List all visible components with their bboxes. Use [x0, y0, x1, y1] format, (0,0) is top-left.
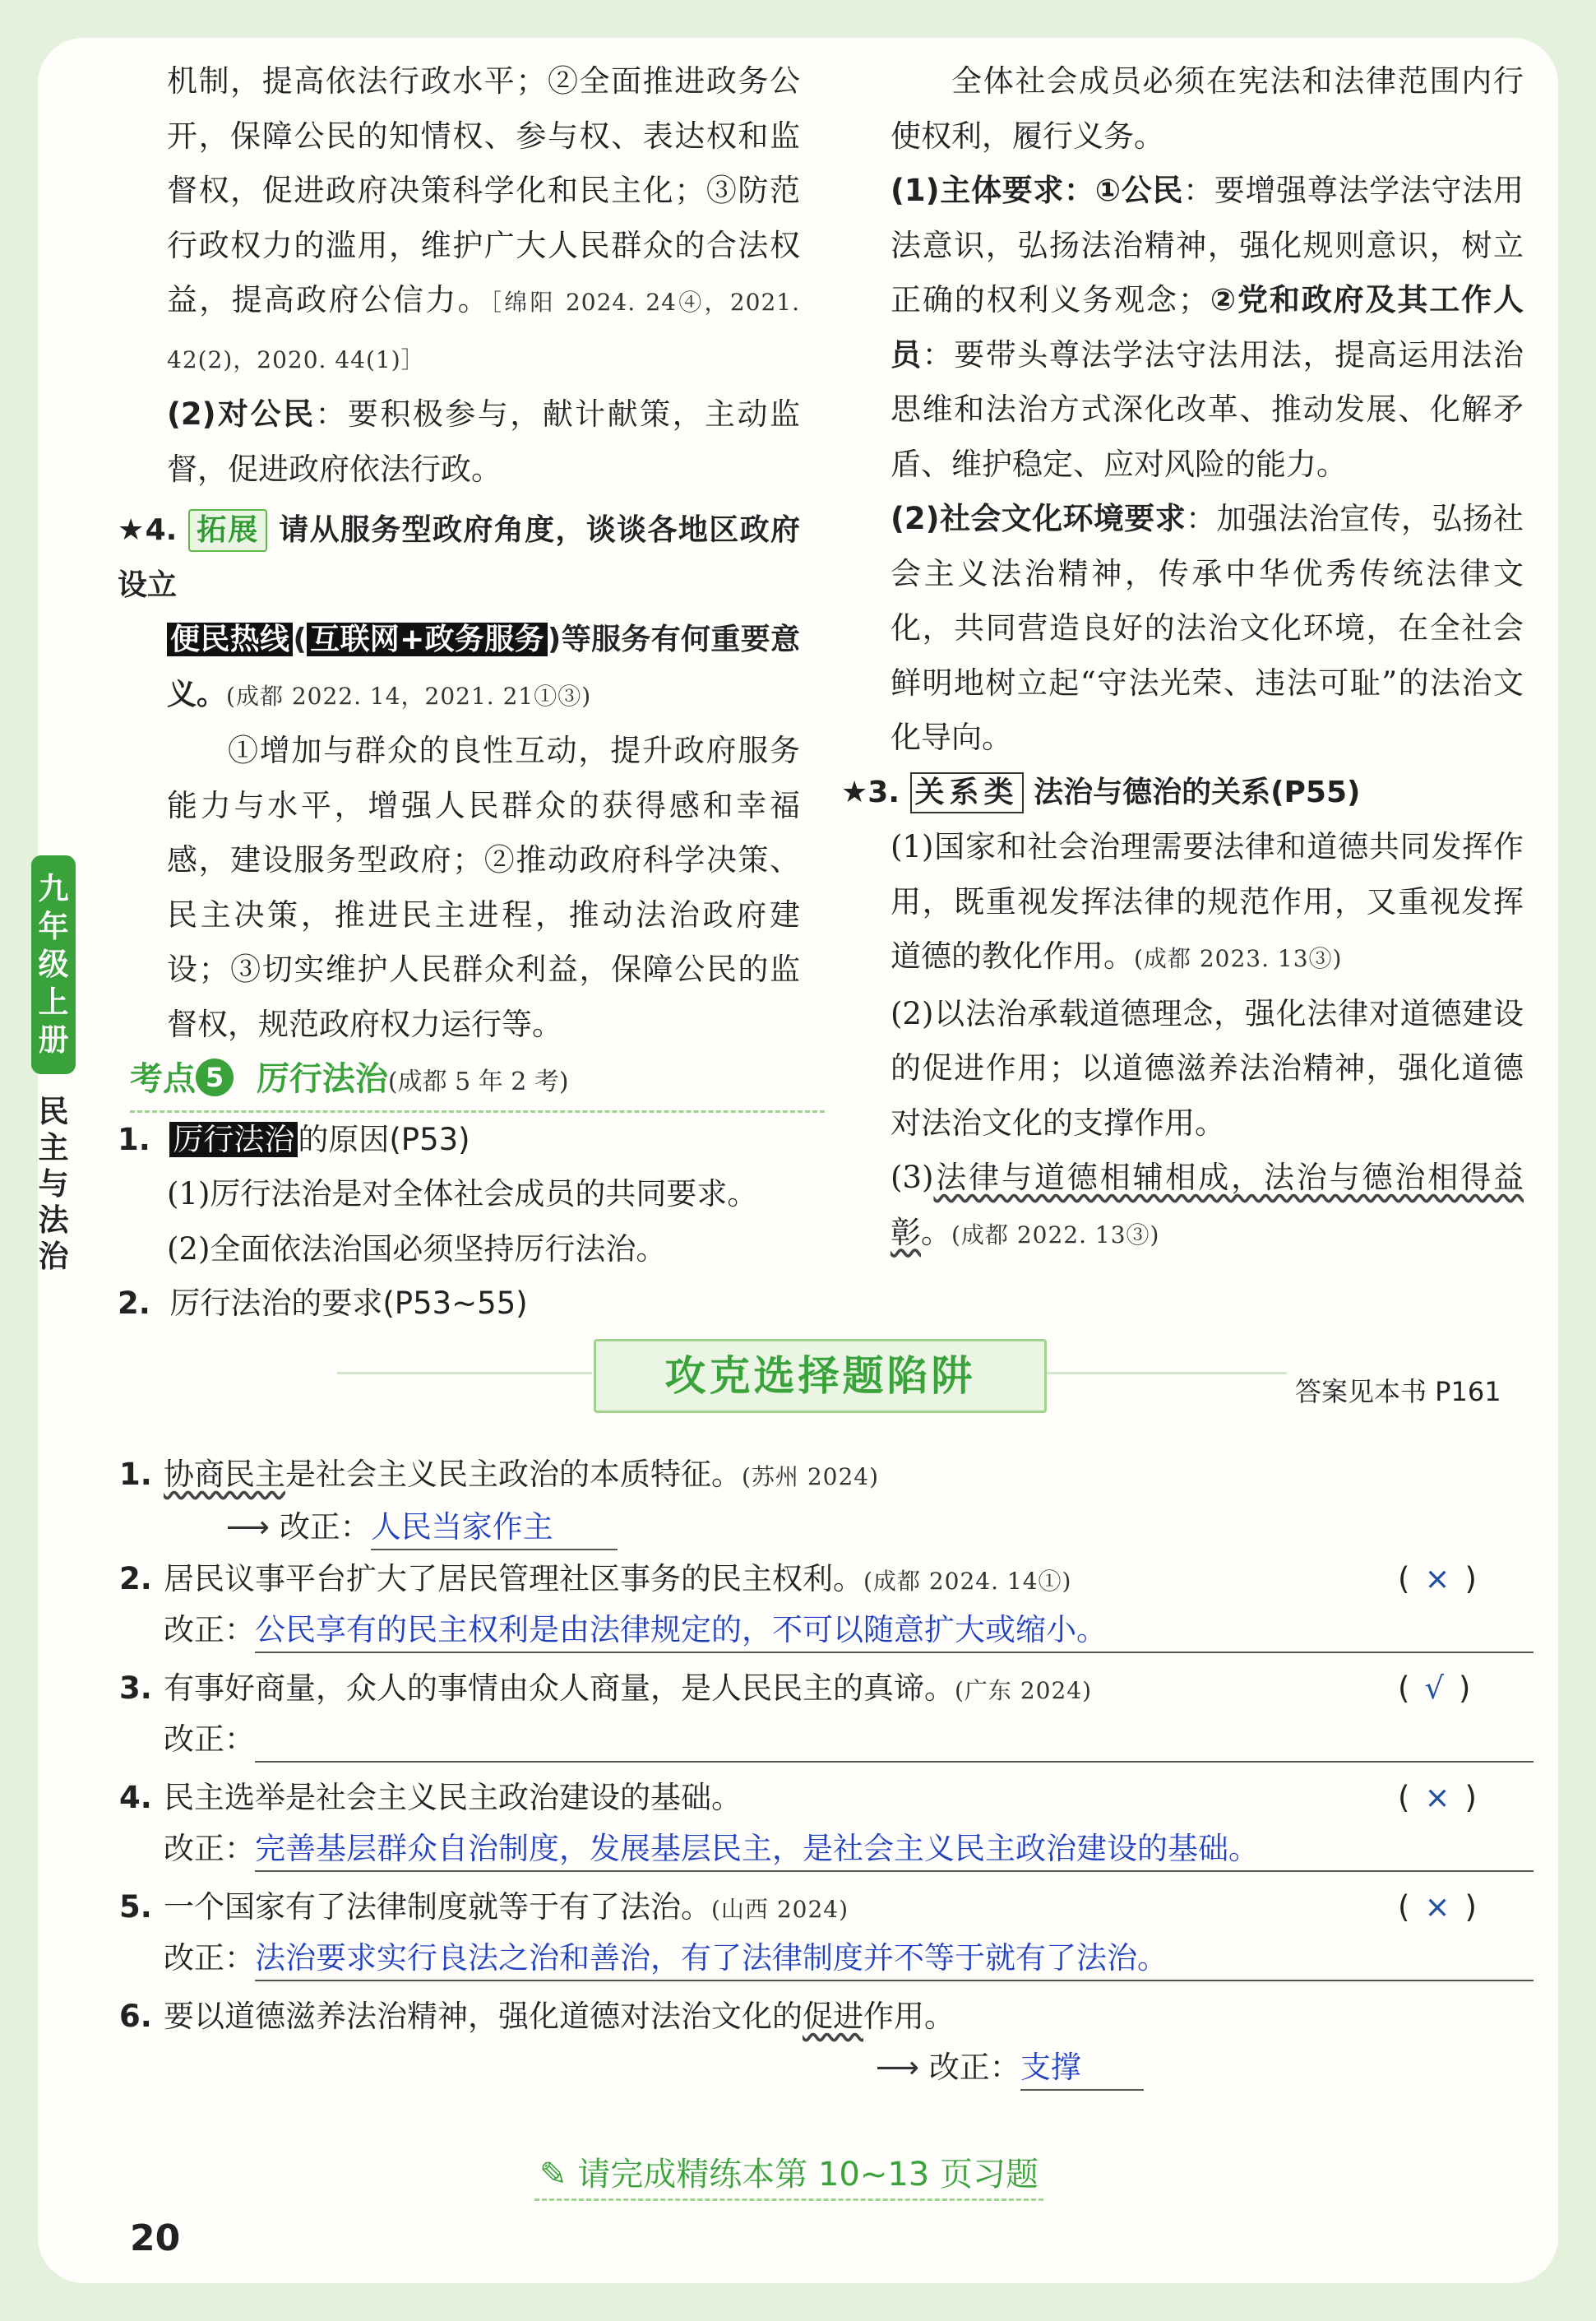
correction-field[interactable]: [255, 1761, 1534, 1763]
side-subject-label: 民 主 与 法 治: [38, 1094, 69, 1274]
question-4-heading: ★4. 拓展 请从服务型政府角度，谈谈各地区政府设立: [118, 503, 800, 613]
correction-field[interactable]: 完善基层群众自治制度，发展基层民主，是社会主义民主政治建设的基础。: [255, 1828, 1534, 1872]
correction-field[interactable]: 支撑: [1020, 2046, 1144, 2091]
tag-extend: 拓展: [188, 509, 267, 552]
judgement-mark: ( × ): [1398, 1889, 1477, 1925]
tag-relation: 关系类: [910, 772, 1024, 813]
question-4-answer: ①增加与群众的良性互动，提升政府服务能力与水平，增强人民群众的获得感和幸福感，建设服务型政府；②推动政府科学决策、民主决策，推进民主进程，推动法治政府建设；③切实维护人民群众利益，保障公民的监督权，规范政府权力运行等。: [167, 733, 800, 1042]
page-number: 20: [130, 2217, 181, 2259]
question-3-c: (3)法律与道德相辅相成，法治与德治相得益彰。(成都 2022. 13③): [891, 1160, 1524, 1250]
judgement-mark: ( × ): [1398, 1561, 1477, 1596]
highlight-rule-of-law: 厉行法治: [169, 1122, 298, 1157]
right-para-1: 全体社会成员必须在宪法和法律范围内行使权利，履行义务。: [891, 63, 1524, 154]
side-tab: [20, 855, 86, 1275]
correction-field[interactable]: 法治要求实行良法之治和善治，有了法律制度并不等于就有了法治。: [255, 1937, 1534, 1981]
correction-field[interactable]: 人民当家作主: [371, 1506, 618, 1550]
question-3-b: (2)以法治承载道德理念，强化法律对道德建设的促进作用；以道德滋养法治精神，强化道德对法治文化的支撑作用。: [891, 995, 1524, 1141]
highlight-internet-service: 互联网+政务服务: [307, 623, 548, 656]
source-note: ［绵阳 2024. 24④，2021. 42(2)，2020. 44(1)］: [167, 289, 801, 373]
banner-rule-left: [337, 1372, 592, 1374]
item-1-b: (2)全面依法治国必须坚持厉行法治。: [167, 1230, 667, 1267]
pencil-icon: ✎: [539, 2156, 567, 2194]
highlight-hotline: 便民热线: [167, 623, 293, 656]
judgement-mark: ( √ ): [1398, 1670, 1471, 1706]
question-3-a: (1)国家和社会治理需要法律和道德共同发挥作用，既重视发挥法律的规范作用，又重视发挥道德的教化作用。(成都 2023. 13③): [891, 829, 1524, 974]
side-grade-label: 九 年 级 上 册: [31, 855, 76, 1074]
item-1-a: (1)厉行法治是对全体社会成员的共同要求。: [167, 1176, 758, 1211]
right-para-3: (2)社会文化环境要求：加强法治宣传，弘扬社会主义法治精神，传承中华优秀传统法律文化，共同营造良好的法治文化环境，在全社会鲜明地树立起“守法光荣、违法可耻”的法治文化导向。: [891, 501, 1524, 755]
left-column: [118, 54, 801, 1332]
banner-rule-right: [1044, 1372, 1287, 1374]
left-para-2: (2)对公民：要积极参与，献计献策，主动监督，促进政府依法行政。: [167, 396, 800, 487]
item-2-heading: 2. 厉行法治的要求(P53~55): [118, 1286, 528, 1321]
answer-reference: 答案见本书 P161: [1295, 1376, 1501, 1407]
correction-field[interactable]: 公民享有的民主权利是由法律规定的，不可以随意扩大或缩小。: [255, 1609, 1534, 1653]
question-4-body: 便民热线 ( 互联网+政务服务 )等服务有何重要意义。(成都 2022. 14，2021. 21①③): [167, 623, 800, 711]
right-para-2: (1)主体要求：①公民：要增强尊法学法守法用法意识，弘扬法治精神，强化规则意识，树立正确的权利义务观念；②党和政府及其工作人员：要带头尊法学法守法用法，提高运用法治思维和法治方式深化改革、推动发展、化解矛盾、维护稳定、应对风险的能力。: [891, 173, 1524, 482]
left-para-1: 机制，提高依法行政水平；②全面推进政务公开，保障公民的知情权、参与权、表达权和监督权，促进政府决策科学化和民主化；③防范行政权力的滥用，维护广大人民群众的合法权益，提高政府公信力。［绵阳 2024. 24④，2021. 42(2)，2020. 44(1)］: [167, 63, 801, 373]
right-column: [841, 54, 1524, 1262]
keypoint-number: 5: [196, 1059, 234, 1096]
section-banner: 攻克选择题陷阱: [594, 1339, 1047, 1413]
question-3-heading: ★3. 关系类 法治与德治的关系(P55): [841, 766, 1524, 821]
practice-note: ✎ 请完成精练本第 10~13 页习题: [534, 2148, 1043, 2201]
item-1-heading: 1. 厉行法治 的原因(P53): [118, 1121, 470, 1157]
keypoint-heading: 考点 5 厉行法治(成都 5 年 2 考): [130, 1052, 825, 1113]
judgement-mark: ( × ): [1398, 1780, 1477, 1815]
source-note: (成都 2022. 14，2021. 21①③): [226, 682, 592, 710]
